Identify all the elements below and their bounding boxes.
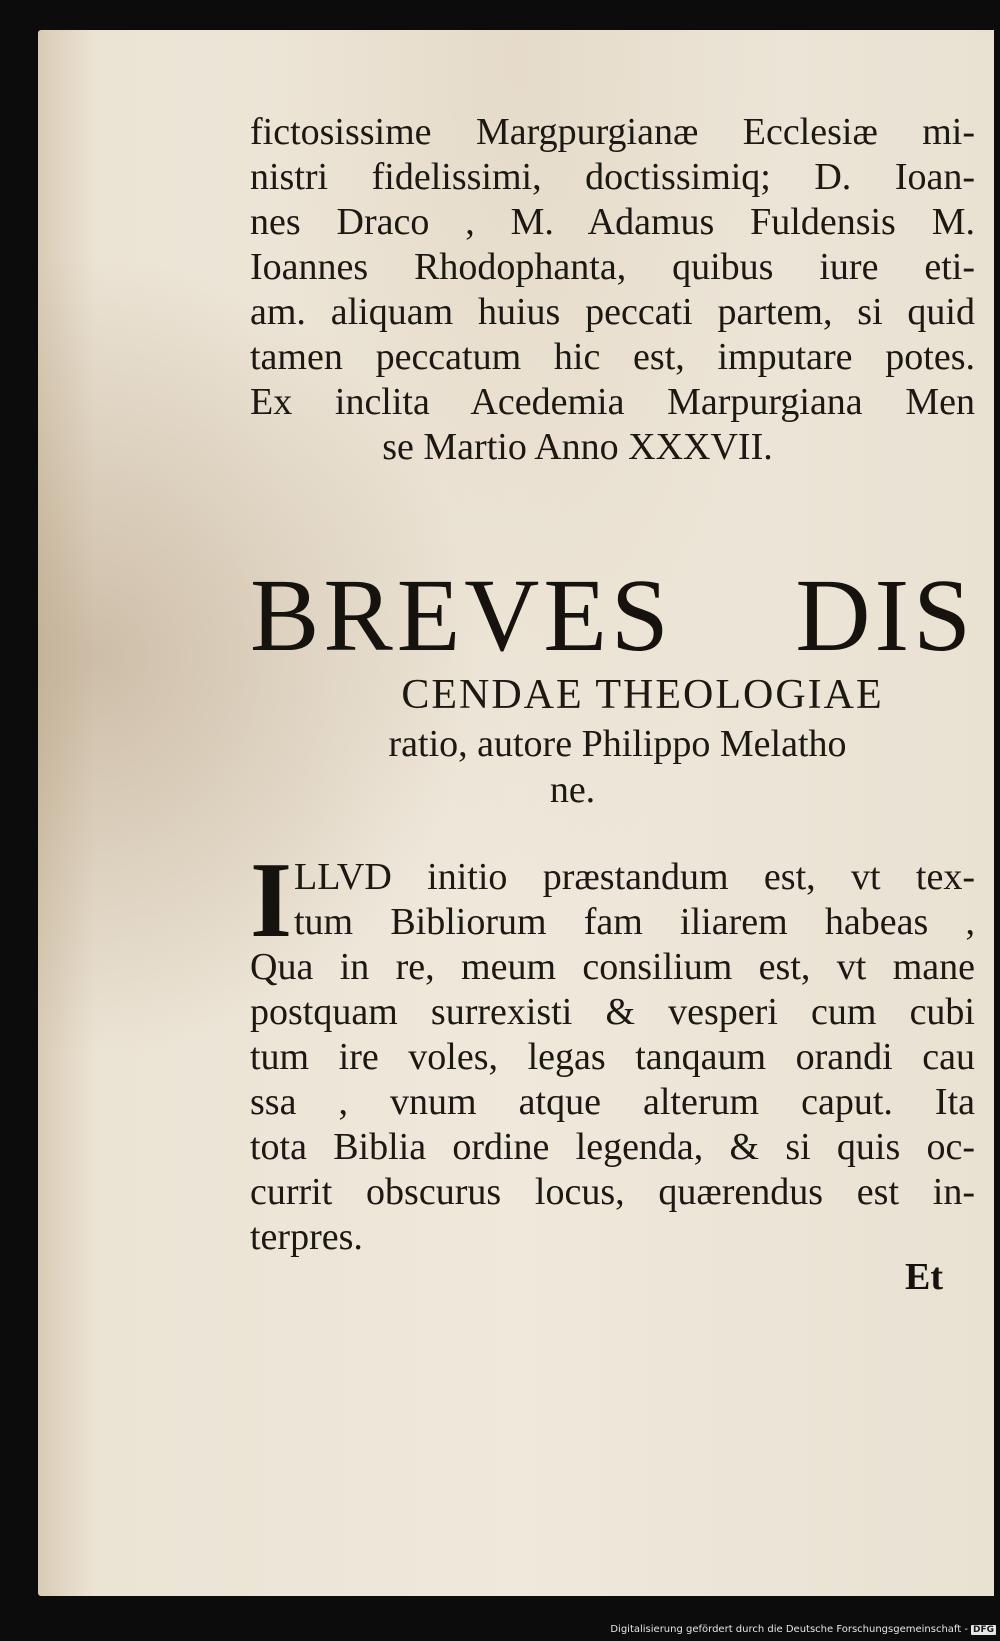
text-line: terpres. xyxy=(250,1216,363,1258)
text-line: fictosissime Margpurgianæ Ecclesiæ mi- xyxy=(250,111,975,153)
section-subtitle xyxy=(250,670,975,812)
footer-text: Digitalisierung gefördert durch die Deutsche Forschungsgemeinschaft - xyxy=(610,1624,968,1635)
text-line: postquam surrexisti & vesperi cum cubi xyxy=(250,991,975,1033)
catchword: Et xyxy=(905,1256,943,1298)
text-line: Ex inclita Acedemia Marpurgiana Men xyxy=(250,381,975,423)
text-line: LLVD initio præstandum est, vt tex- xyxy=(294,856,975,898)
text-line: Qua in re, meum consilium est, vt mane xyxy=(250,946,975,988)
digitization-footer xyxy=(610,1624,996,1635)
text-line: ssa , vnum atque alterum caput. Ita xyxy=(250,1081,975,1123)
text-line: am. aliquam huius peccati partem, si quid xyxy=(250,291,975,333)
drop-cap: I xyxy=(250,841,293,960)
text-line: nistri fidelissimi, doctissimiq; D. Ioan- xyxy=(250,156,975,198)
text-line: tum Bibliorum fam iliarem habeas , xyxy=(294,901,975,943)
text-line: tamen peccatum hic est, imputare potes. xyxy=(250,336,975,378)
text-line: nes Draco , M. Adamus Fuldensis M. xyxy=(250,201,975,243)
text-line: Ioannes Rhodophanta, quibus iure eti- xyxy=(250,246,975,288)
subtitle-line: CENDAE THEOLOGIAE xyxy=(401,672,884,718)
text-line: currit obscurus locus, quærendus est in- xyxy=(250,1171,975,1213)
dedication-paragraph xyxy=(250,110,975,470)
section-title: BREVES DIS xyxy=(250,558,975,673)
text-line: tum ire voles, legas tanqaum orandi cau xyxy=(250,1036,975,1078)
subtitle-line: ratio, autore Philippo Melatho xyxy=(388,723,847,765)
dfg-logo-icon: DFG xyxy=(972,1624,994,1635)
text-line: tota Biblia ordine legenda, & si quis oc- xyxy=(250,1126,975,1168)
subtitle-line: ne. xyxy=(549,769,596,811)
body-paragraph xyxy=(250,841,975,1260)
text-line: se Martio Anno XXXVII. xyxy=(382,426,773,468)
